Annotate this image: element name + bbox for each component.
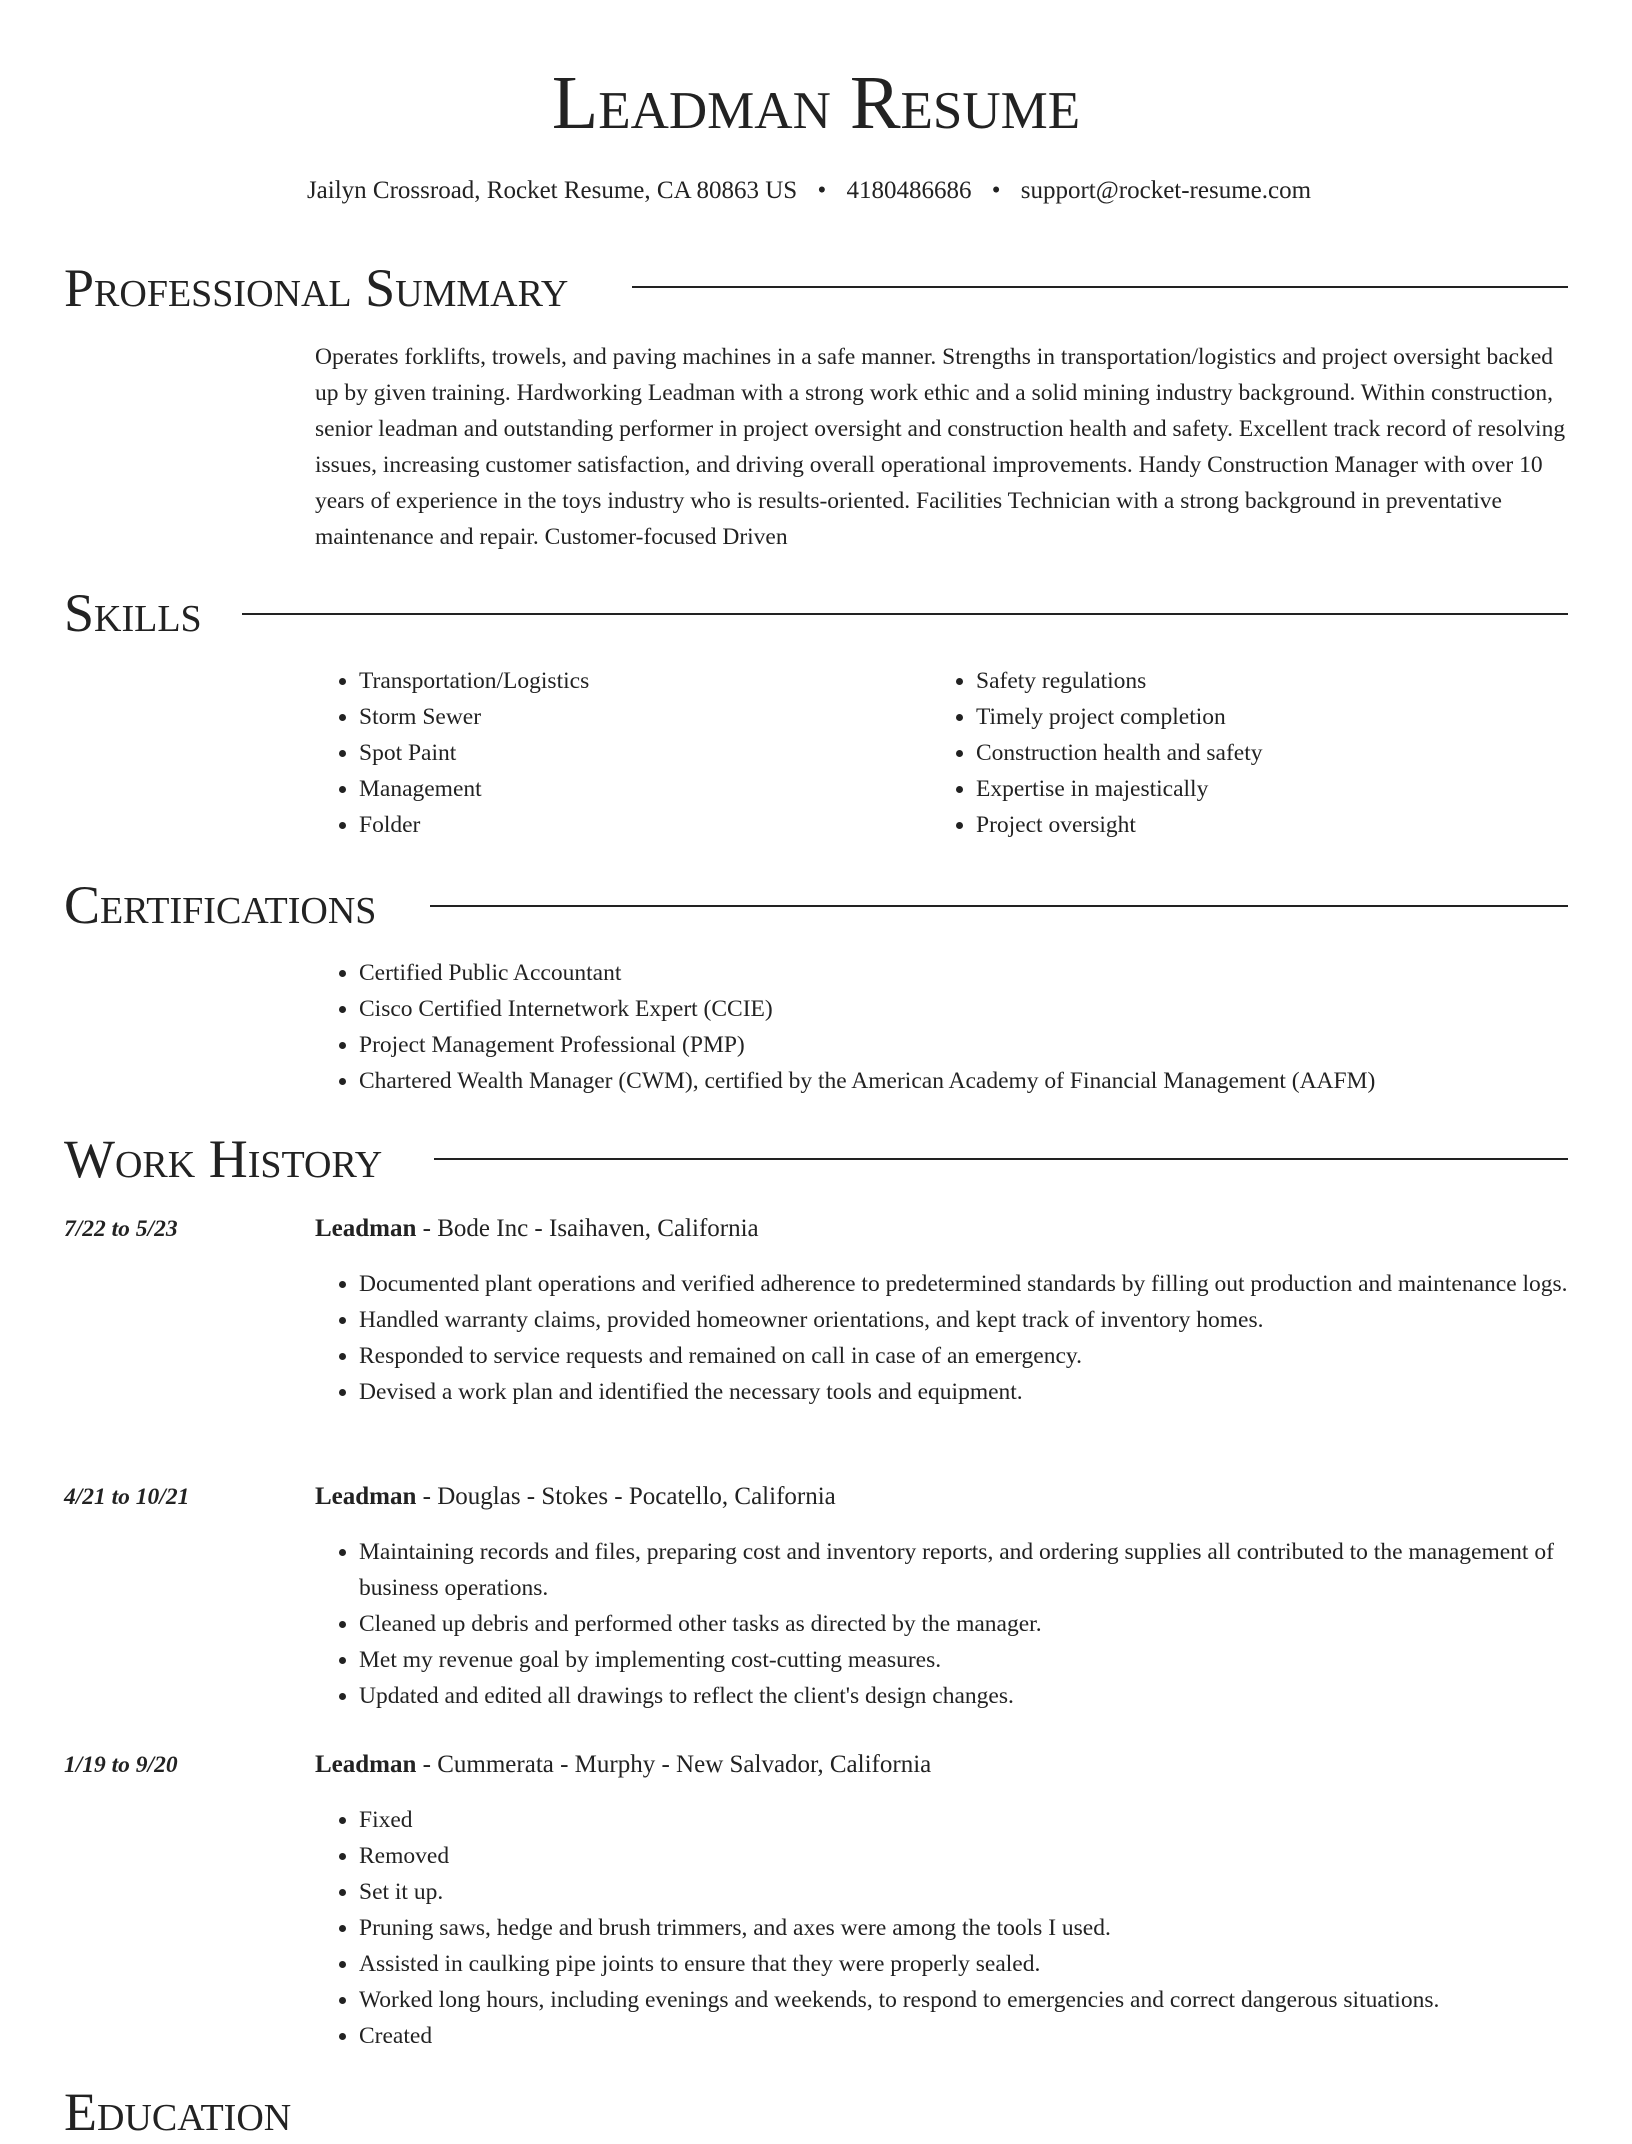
job-bullet: • Removed — [359, 1838, 1615, 1874]
job-company: - Cummerata - Murphy - New Salvador, California — [416, 1751, 932, 1778]
job-bullet: • Updated and edited all drawings to reflect the client's design changes. — [359, 1678, 1615, 1714]
job-bullet: • Set it up. — [359, 1874, 1615, 1910]
contact-address: Jailyn Crossroad, Rocket Resume, CA 80863 US — [306, 177, 798, 204]
job-company: - Douglas - Stokes - Pocatello, California — [416, 1483, 836, 1510]
job-bullet: • Handled warranty claims, provided homeowner orientations, and kept track of inventory homes. — [359, 1302, 1615, 1338]
job-dates: 1/19 to 9/20 — [64, 1752, 178, 1778]
contact-separator: • — [817, 177, 827, 204]
section-title-skills: Skills — [64, 583, 202, 643]
job-bullet: • Assisted in caulking pipe joints to ensure that they were properly sealed. — [359, 1946, 1615, 1982]
job-bullets — [315, 1266, 1615, 1410]
section-divider — [242, 613, 1568, 615]
job-company: - Bode Inc - Isaihaven, California — [416, 1215, 759, 1242]
contact-phone: 4180486686 — [846, 177, 972, 204]
job-dates: 4/21 to 10/21 — [64, 1484, 190, 1510]
contact-separator: • — [991, 177, 1001, 204]
skill-item: • Transportation/Logistics — [359, 663, 919, 699]
section-title-summary: Professional Summary — [64, 258, 569, 318]
skill-item: • Safety regulations — [976, 663, 1596, 699]
job-role: Leadman — [315, 1483, 417, 1510]
skill-item: • Expertise in majestically — [976, 771, 1596, 807]
job-bullet: • Documented plant operations and verified adherence to predetermined standards by filling out production and maintenance logs. — [359, 1266, 1615, 1302]
section-title-certifications: Certifications — [64, 875, 377, 935]
skills-list-left — [315, 663, 919, 843]
summary-text: Operates forklifts, trowels, and paving machines in a safe manner. Strengths in transportation/logistics and project oversight backed up by given training. Hardworking Leadman with a strong work ethic and a solid mining industry background. Within construction, senior leadman and outstanding performer in project oversight and construction health and safety. Excellent track record of resolving issues, increasing customer satisfaction, and driving overall operational improvements. Handy Construction Manager with over 10 years of experience in the toys industry who is results-oriented. Facilities Technician with a strong background in preventative maintenance and repair. Customer-focused Driven — [315, 344, 1566, 550]
certification-item: • Cisco Certified Internetwork Expert (CCIE) — [359, 991, 1615, 1027]
job-bullet: • Devised a work plan and identified the necessary tools and equipment. — [359, 1374, 1615, 1410]
job-bullet: • Met my revenue goal by implementing cost-cutting measures. — [359, 1642, 1615, 1678]
job-bullet: • Maintaining records and files, preparing cost and inventory reports, and ordering supplies all contributed to the management of business operations. — [359, 1534, 1615, 1606]
job-title-line — [315, 1212, 759, 1246]
section-divider — [430, 905, 1568, 907]
job-title-line — [315, 1480, 836, 1514]
contact-line — [0, 174, 1618, 208]
skill-item: • Folder — [359, 807, 919, 843]
section-divider — [434, 1158, 1568, 1160]
job-bullet: • Fixed — [359, 1802, 1615, 1838]
job-bullet: • Cleaned up debris and performed other tasks as directed by the manager. — [359, 1606, 1615, 1642]
skill-item: • Project oversight — [976, 807, 1596, 843]
job-bullet: • Responded to service requests and remained on call in case of an emergency. — [359, 1338, 1615, 1374]
skill-item: • Spot Paint — [359, 735, 919, 771]
skill-item: • Storm Sewer — [359, 699, 919, 735]
job-role: Leadman — [315, 1215, 417, 1242]
skill-item: • Construction health and safety — [976, 735, 1596, 771]
job-bullet: • Pruning saws, hedge and brush trimmers, and axes were among the tools I used. — [359, 1910, 1615, 1946]
contact-email[interactable]: support@rocket-resume.com — [1020, 177, 1312, 204]
certification-item: • Project Management Professional (PMP) — [359, 1027, 1615, 1063]
certifications-list — [315, 955, 1615, 1099]
section-title-education: Education — [64, 2082, 292, 2142]
job-bullets — [315, 1802, 1615, 2054]
skill-item: • Timely project completion — [976, 699, 1596, 735]
job-dates: 7/22 to 5/23 — [64, 1216, 178, 1242]
job-bullet: • Worked long hours, including evenings and weekends, to respond to emergencies and correct dangerous situations. — [359, 1982, 1615, 2018]
job-role: Leadman — [315, 1751, 417, 1778]
skill-item: • Management — [359, 771, 919, 807]
certification-item: • Chartered Wealth Manager (CWM), certified by the American Academy of Financial Management (AAFM) — [359, 1063, 1615, 1099]
skills-list-right — [932, 663, 1596, 843]
resume-name: Leadman Resume — [551, 61, 1081, 145]
job-title-line — [315, 1748, 931, 1782]
section-divider — [632, 286, 1568, 288]
job-bullets — [315, 1534, 1615, 1714]
certification-item: • Certified Public Accountant — [359, 955, 1615, 991]
job-bullet: • Created — [359, 2018, 1615, 2054]
section-title-work-history: Work History — [64, 1129, 383, 1189]
